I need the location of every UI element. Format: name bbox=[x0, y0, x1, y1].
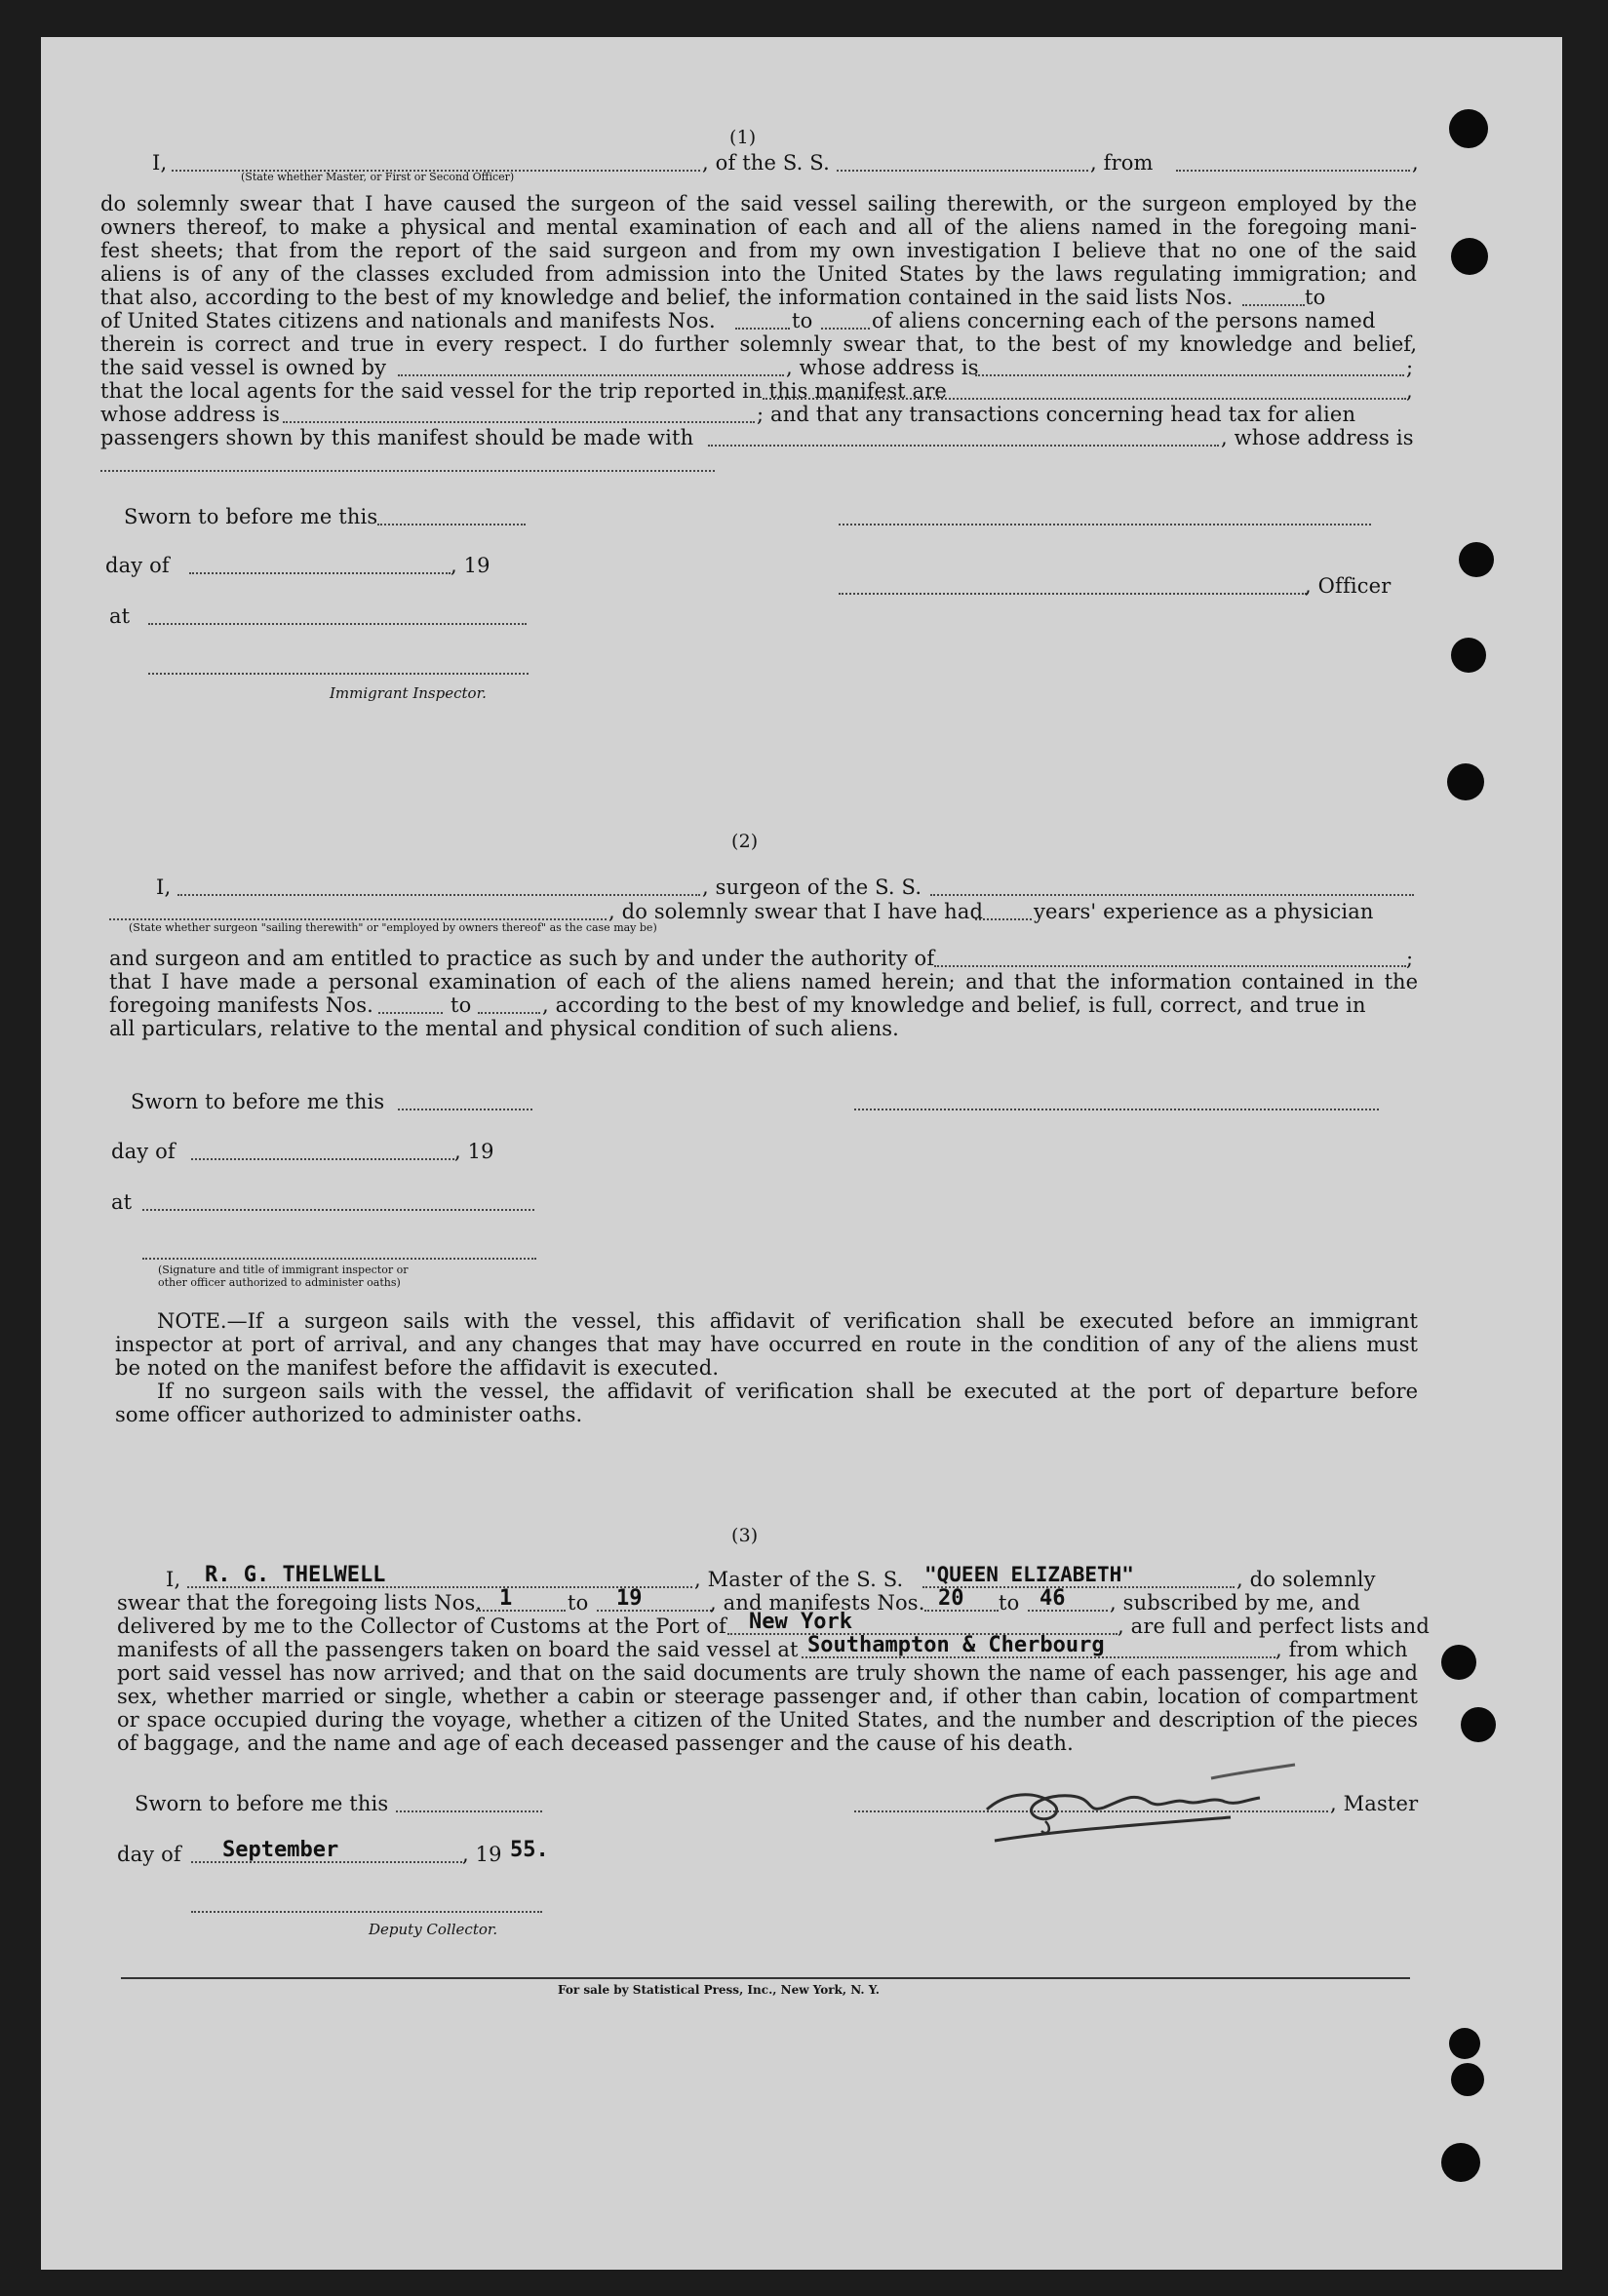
sworn-date-blank-1 bbox=[377, 524, 526, 525]
punch-hole bbox=[1449, 109, 1488, 148]
whose-address-label-1: , whose address is bbox=[786, 356, 979, 379]
year-value: 55. bbox=[510, 1838, 549, 1862]
oath-line-11: passengers shown by this manifest should be made with bbox=[100, 426, 694, 449]
signature-caption-1: (Signature and title of immigrant inspector or bbox=[158, 1264, 409, 1276]
ship-name-blank-2 bbox=[930, 894, 1414, 896]
surgeon-line-2: that I have made a personal examination of each of the aliens named herein; and that the information contained in the bbox=[109, 970, 1418, 993]
owner-address-blank bbox=[975, 374, 1404, 376]
lists-to-value: 19 bbox=[616, 1586, 643, 1611]
master-signature bbox=[977, 1753, 1299, 1847]
day-of-label-1: day of bbox=[105, 554, 170, 577]
aliens-concerning: of aliens concerning each of the persons named bbox=[872, 309, 1376, 332]
owner-blank bbox=[398, 374, 784, 376]
year-label-2: , 19 bbox=[454, 1140, 494, 1163]
punch-hole bbox=[1441, 2143, 1480, 2182]
surgeon-of-label: , surgeon of the S. S. bbox=[702, 876, 922, 899]
oath-line-5: that also, according to the best of my knowledge and belief, the information contained in the said lists Nos. bbox=[100, 286, 1234, 309]
sworn-label-3: Sworn to before me this bbox=[135, 1792, 389, 1815]
at-label-2: at bbox=[111, 1190, 133, 1214]
sworn-label-2: Sworn to before me this bbox=[131, 1090, 385, 1113]
inspector-signature-blank bbox=[148, 673, 529, 675]
swear-label: swear that the foregoing lists Nos. bbox=[117, 1591, 483, 1615]
comma: , bbox=[1412, 151, 1419, 175]
from-port-blank bbox=[1176, 170, 1410, 172]
from-which-label: , from which bbox=[1275, 1638, 1408, 1661]
footer-rule bbox=[121, 1977, 1410, 1979]
surgeon-name-blank bbox=[177, 894, 700, 896]
head-tax-text: ; and that any transactions concerning head tax for alien bbox=[757, 403, 1356, 426]
month-value: September bbox=[222, 1838, 339, 1862]
month-blank-1 bbox=[189, 572, 451, 574]
place-blank-1 bbox=[148, 623, 527, 625]
ship-name: "QUEEN ELIZABETH" bbox=[924, 1563, 1134, 1586]
surgeon-line-3: foregoing manifests Nos. bbox=[109, 993, 373, 1017]
master-line-2: sex, whether married or single, whether a cabin or steerage passenger and, if other than cabin, location of compartment bbox=[117, 1685, 1418, 1708]
manifests-from-blank bbox=[735, 328, 790, 330]
manifests-from-value: 20 bbox=[938, 1586, 964, 1611]
oath-line-8: the said vessel is owned by bbox=[100, 356, 387, 379]
delivered-label: delivered by me to the Collector of Customs at the Port of bbox=[117, 1615, 726, 1638]
surgeon-status-blank bbox=[109, 918, 607, 920]
sworn-label-1: Sworn to before me this bbox=[124, 505, 378, 528]
note-line-2: inspector at port of arrival, and any changes that may have occurred en route in the condition of any of the aliens must bbox=[115, 1333, 1418, 1356]
note-line-4: If no surgeon sails with the vessel, the affidavit of verification shall be executed at the port of departure before bbox=[157, 1380, 1418, 1403]
officer-signature-blank bbox=[839, 524, 1371, 525]
from-label: , from bbox=[1090, 151, 1154, 175]
section-3-number: (3) bbox=[731, 1525, 759, 1546]
agents-blank bbox=[763, 398, 1406, 400]
punch-hole bbox=[1451, 238, 1488, 275]
lists-from-value: 1 bbox=[499, 1586, 513, 1611]
year-label-1: , 19 bbox=[451, 554, 490, 577]
punch-hole bbox=[1451, 638, 1486, 673]
punch-hole bbox=[1449, 2028, 1480, 2059]
manifests-to-blank bbox=[821, 328, 870, 330]
master-of-label: , Master of the S. S. bbox=[694, 1568, 904, 1591]
ship-name-blank-1 bbox=[837, 170, 1088, 172]
year-prefix-label: , 19 bbox=[462, 1843, 502, 1866]
lists-to-field bbox=[597, 1610, 712, 1612]
surgeon-line-4: all particulars, relative to the mental and physical condition of such aliens. bbox=[109, 1017, 899, 1040]
comma-2: , bbox=[1406, 379, 1413, 403]
oath-line-1: do solemnly swear that I have caused the surgeon of the said vessel sailing therewith, or the surgeon employed by the bbox=[100, 192, 1417, 215]
ship-name-blank-3 bbox=[922, 1586, 1235, 1588]
sworn-date-blank-3 bbox=[396, 1810, 542, 1812]
sworn-date-blank-2 bbox=[398, 1109, 532, 1110]
lists-from-field bbox=[476, 1610, 566, 1612]
according-text: , according to the best of my knowledge and belief, is full, correct, and true in bbox=[542, 993, 1366, 1017]
at-label-1: at bbox=[109, 604, 131, 628]
to-label-1: to bbox=[1305, 286, 1326, 309]
surgeon-status-caption: (State whether surgeon "sailing therewith" or "employed by owners thereof" as the case may be) bbox=[129, 921, 657, 934]
collector-signature-blank bbox=[191, 1911, 542, 1913]
of-the-ss-label: , of the S. S. bbox=[702, 151, 830, 175]
section-1-number: (1) bbox=[729, 127, 757, 148]
surgeon-signature-blank bbox=[854, 1109, 1379, 1110]
and-manifests-label: , and manifests Nos. bbox=[710, 1591, 925, 1615]
punch-hole bbox=[1461, 1707, 1496, 1742]
port-value: New York bbox=[749, 1610, 852, 1634]
administering-officer-blank bbox=[142, 1258, 536, 1260]
master-line-1: port said vessel has now arrived; and that on the said documents are truly shown the name of each passenger, his age and bbox=[117, 1661, 1418, 1685]
manifests-all-label: manifests of all the passengers taken on board the said vessel at bbox=[117, 1638, 799, 1661]
officer-title-blank bbox=[839, 593, 1307, 595]
subscribed-label: , subscribed by me, and bbox=[1110, 1591, 1360, 1615]
lists-from-blank bbox=[1242, 304, 1305, 306]
surgeon-line-1: and surgeon and am entitled to practice as such by and under the authority of bbox=[109, 947, 935, 970]
section-2-i: I, bbox=[156, 876, 172, 899]
semicolon-1: ; bbox=[1406, 356, 1414, 379]
authority-blank bbox=[934, 965, 1406, 967]
section-3-i: I, bbox=[166, 1568, 181, 1591]
day-of-label-3: day of bbox=[117, 1843, 181, 1866]
punch-hole bbox=[1451, 2063, 1484, 2096]
oath-line-2: owners thereof, to make a physical and mental examination of each and all of the aliens named in the foregoing mani- bbox=[100, 215, 1417, 239]
full-lists-label: , are full and perfect lists and bbox=[1118, 1615, 1430, 1638]
section-2-number: (2) bbox=[731, 831, 759, 852]
surgeon-manifest-from-blank bbox=[378, 1012, 443, 1014]
punch-hole bbox=[1447, 763, 1484, 800]
punch-hole bbox=[1459, 542, 1494, 577]
deputy-collector-caption: Deputy Collector. bbox=[369, 1921, 498, 1938]
master-label: , Master bbox=[1330, 1792, 1419, 1815]
whose-address-label-2: , whose address is bbox=[1221, 426, 1414, 449]
day-of-label-2: day of bbox=[111, 1140, 176, 1163]
note-line-5: some officer authorized to administer oaths. bbox=[115, 1403, 583, 1426]
note-line-3: be noted on the manifest before the affidavit is executed. bbox=[115, 1356, 720, 1380]
immigrant-inspector-caption: Immigrant Inspector. bbox=[330, 684, 487, 702]
note-line-1: NOTE.—If a surgeon sails with the vessel, this affidavit of verification shall be executed before an immigrant bbox=[157, 1309, 1418, 1333]
signature-caption-2: other officer authorized to administer oaths) bbox=[158, 1276, 401, 1289]
do-solemnly-3: , do solemnly bbox=[1236, 1568, 1376, 1591]
oath-line-6: of United States citizens and nationals and manifests Nos. bbox=[100, 309, 716, 332]
section-1-i: I, bbox=[152, 151, 168, 175]
month-blank-2 bbox=[191, 1158, 454, 1160]
years-experience: years' experience as a physician bbox=[1034, 900, 1374, 923]
to-label-2: to bbox=[792, 309, 813, 332]
officer-role-caption: (State whether Master, or First or Second Officer) bbox=[241, 171, 515, 183]
manifest-affidavit-page bbox=[41, 37, 1562, 2270]
to-label-5: to bbox=[999, 1591, 1020, 1615]
surgeon-manifest-to-blank bbox=[478, 1012, 540, 1014]
punch-hole bbox=[1441, 1645, 1476, 1680]
years-blank bbox=[975, 918, 1032, 920]
oath-line-3: fest sheets; that from the report of the said surgeon and from my own investigation I believe that no one of the said bbox=[100, 239, 1417, 262]
officer-label: , Officer bbox=[1305, 574, 1392, 598]
master-name: R. G. THELWELL bbox=[205, 1563, 386, 1587]
agents-address-blank bbox=[283, 421, 755, 423]
place-blank-2 bbox=[142, 1209, 534, 1211]
oath-line-10: whose address is bbox=[100, 403, 281, 426]
oath-line-9: that the local agents for the said vessel for the trip reported in this manifest are bbox=[100, 379, 947, 403]
manifests-to-value: 46 bbox=[1039, 1586, 1066, 1611]
origin-value: Southampton & Cherbourg bbox=[807, 1633, 1105, 1657]
oath-line-4: aliens is of any of the classes excluded from admission into the United States by the laws regulating immigration; and bbox=[100, 262, 1417, 286]
semicolon-2: ; bbox=[1406, 947, 1414, 970]
head-tax-party-blank bbox=[708, 445, 1219, 447]
head-tax-address-blank bbox=[100, 470, 715, 472]
master-line-4: of baggage, and the name and age of each deceased passenger and the cause of his death. bbox=[117, 1732, 1074, 1755]
printer-footer: For sale by Statistical Press, Inc., New York, N. Y. bbox=[558, 1983, 880, 1997]
master-line-3: or space occupied during the voyage, whether a citizen of the United States, and the number and description of the pieces bbox=[117, 1708, 1418, 1732]
to-label-4: to bbox=[568, 1591, 589, 1615]
do-solemnly-label: , do solemnly swear that I have had bbox=[608, 900, 984, 923]
oath-line-7: therein is correct and true in every respect. I do further solemnly swear that, to the best of my knowledge and belief, bbox=[100, 332, 1417, 356]
to-label-3: to bbox=[451, 993, 472, 1017]
